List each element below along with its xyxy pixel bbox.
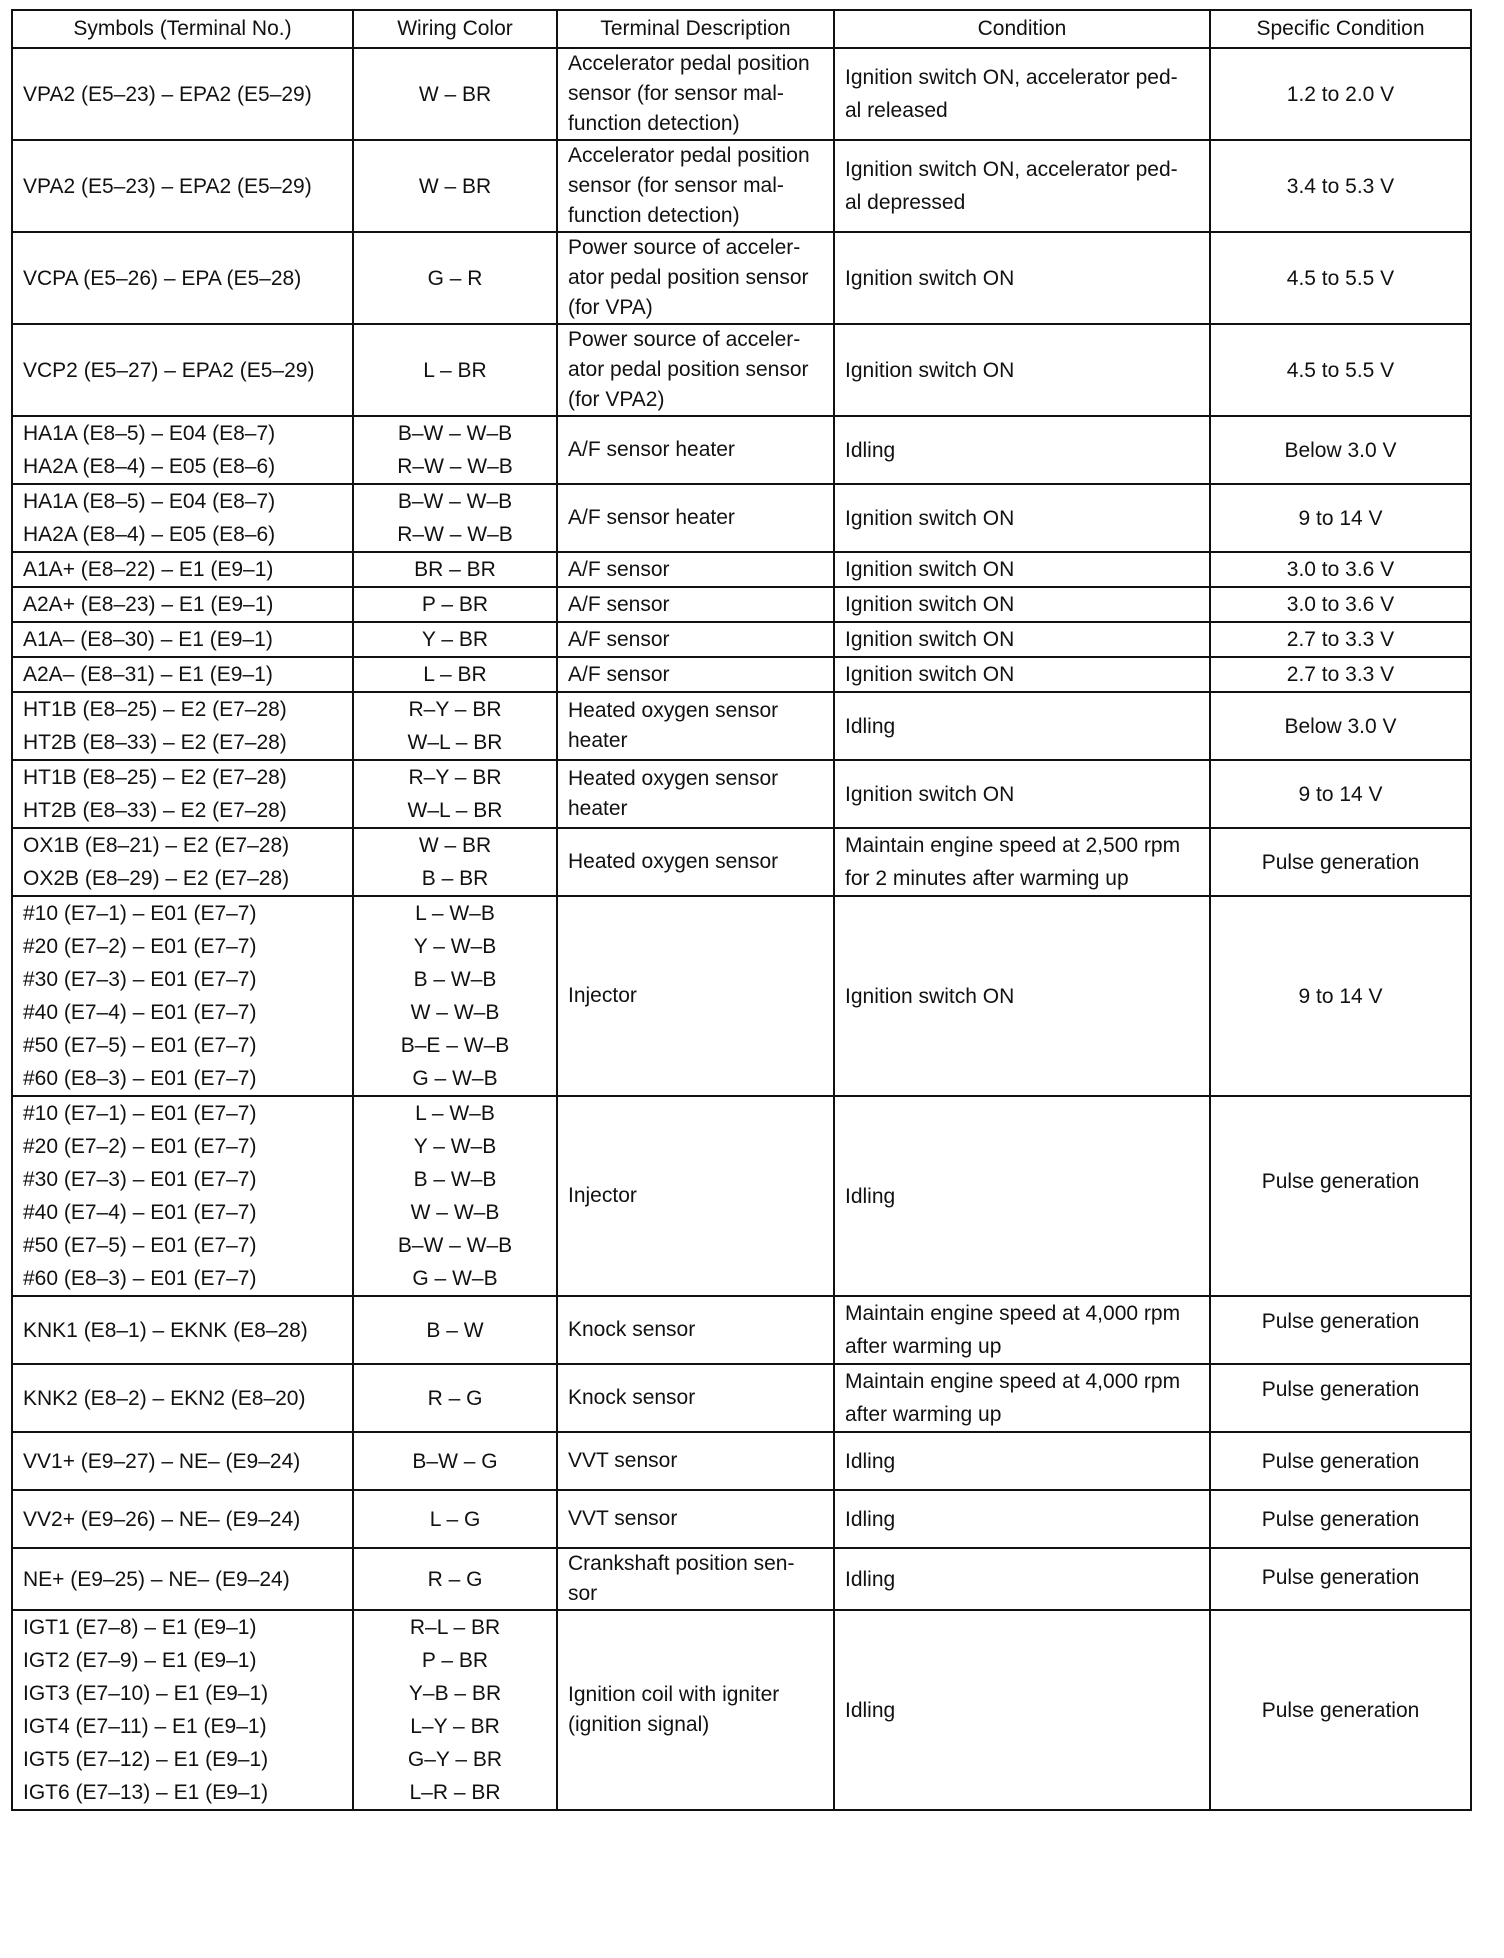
- cell-terminal-description: [557, 48, 834, 140]
- header-terminal-description: Terminal Description: [557, 10, 834, 48]
- cell-symbols: [12, 1490, 353, 1548]
- cell-terminal-description: [557, 760, 834, 828]
- cell-condition: [834, 552, 1210, 587]
- cell-wiring-color: [353, 1610, 557, 1810]
- cell-terminal-description: [557, 622, 834, 657]
- cell-line: Power source of acceler-: [568, 328, 801, 351]
- cell-line: R–Y – BR: [408, 698, 502, 721]
- cell-line: VPA2 (E5–23) – EPA2 (E5–29): [23, 174, 312, 198]
- cell-condition: [834, 760, 1210, 828]
- table-row: [12, 1432, 1471, 1490]
- cell-line: #50 (E7–5) – E01 (E7–7): [23, 1234, 257, 1257]
- cell-condition: [834, 1548, 1210, 1610]
- cell-symbols: [12, 828, 353, 896]
- cell-symbols: [12, 416, 353, 484]
- table-row: [12, 1610, 1471, 1810]
- cell-line: G – W–B: [412, 1067, 498, 1090]
- cell-terminal-description: [557, 1364, 834, 1432]
- cell-line: al released: [845, 99, 948, 122]
- cell-line: Idling: [845, 1567, 896, 1591]
- cell-line: R–Y – BR: [408, 766, 502, 789]
- terminal-table-container: [11, 9, 1472, 1811]
- cell-condition: [834, 140, 1210, 232]
- cell-line: Ignition switch ON: [845, 266, 1015, 290]
- cell-line: R – G: [427, 1567, 483, 1591]
- cell-specific-condition: Pulse generation: [1210, 1610, 1471, 1810]
- cell-line: VV2+ (E9–26) – NE– (E9–24): [23, 1507, 301, 1531]
- cell-wiring-color: [353, 1364, 557, 1432]
- cell-terminal-description: [557, 484, 834, 552]
- table-row: [12, 1490, 1471, 1548]
- cell-condition: [834, 48, 1210, 140]
- cell-specific-condition: 3.0 to 3.6 V: [1210, 587, 1471, 622]
- cell-line: Crankshaft position sen-: [568, 1552, 795, 1575]
- cell-line: Injector: [568, 1184, 637, 1207]
- cell-line: Idling: [845, 1507, 896, 1531]
- cell-line: L – BR: [423, 663, 487, 686]
- cell-line: G–Y – BR: [407, 1748, 503, 1771]
- cell-line: VCP2 (E5–27) – EPA2 (E5–29): [23, 358, 315, 382]
- cell-specific-condition: Pulse generation: [1210, 1490, 1471, 1548]
- cell-line: (for VPA): [568, 296, 653, 319]
- cell-specific-condition: Below 3.0 V: [1210, 692, 1471, 760]
- cell-condition: [834, 1490, 1210, 1548]
- cell-line: IGT6 (E7–13) – E1 (E9–1): [23, 1781, 269, 1804]
- cell-line: G – R: [427, 266, 483, 290]
- table-row: [12, 657, 1471, 692]
- cell-wiring-color: [353, 587, 557, 622]
- cell-condition: [834, 1364, 1210, 1432]
- cell-line: Ignition switch ON, accelerator ped-: [845, 158, 1178, 181]
- cell-wiring-color: [353, 484, 557, 552]
- cell-line: R–W – W–B: [397, 523, 513, 546]
- cell-specific-condition: 4.5 to 5.5 V: [1210, 324, 1471, 416]
- cell-line: ator pedal position sensor: [568, 358, 809, 381]
- cell-line: #50 (E7–5) – E01 (E7–7): [23, 1034, 257, 1057]
- cell-terminal-description: [557, 1610, 834, 1810]
- cell-line: VVT sensor: [568, 1449, 678, 1472]
- cell-line: W – BR: [418, 82, 492, 106]
- cell-specific-condition: 3.4 to 5.3 V: [1210, 140, 1471, 232]
- cell-specific-condition: 2.7 to 3.3 V: [1210, 622, 1471, 657]
- cell-symbols: [12, 657, 353, 692]
- cell-wiring-color: [353, 1296, 557, 1364]
- cell-wiring-color: [353, 324, 557, 416]
- cell-line: A2A+ (E8–23) – E1 (E9–1): [23, 593, 274, 616]
- cell-line: Ignition switch ON, accelerator ped-: [845, 66, 1178, 89]
- cell-line: Accelerator pedal position: [568, 52, 810, 75]
- cell-line: A/F sensor: [568, 592, 670, 616]
- cell-line: VCPA (E5–26) – EPA (E5–28): [23, 266, 302, 290]
- header-condition: Condition: [834, 10, 1210, 48]
- cell-line: after warming up: [845, 1403, 1002, 1426]
- cell-line: P – BR: [421, 1649, 489, 1672]
- table-row: [12, 232, 1471, 324]
- cell-terminal-description: [557, 1096, 834, 1296]
- cell-line: sensor (for sensor mal-: [568, 174, 784, 197]
- cell-wiring-color: [353, 1096, 557, 1296]
- table-row: [12, 1296, 1471, 1364]
- table-row: [12, 760, 1471, 828]
- cell-line: #10 (E7–1) – E01 (E7–7): [23, 902, 257, 925]
- cell-line: Y–B – BR: [408, 1682, 502, 1705]
- cell-terminal-description: [557, 896, 834, 1096]
- cell-line: sor: [568, 1582, 598, 1605]
- cell-line: B–E – W–B: [400, 1034, 510, 1057]
- table-row: [12, 896, 1471, 1096]
- terminal-table: [11, 9, 1472, 1811]
- cell-line: Accelerator pedal position: [568, 144, 810, 167]
- cell-line: al depressed: [845, 191, 966, 214]
- cell-terminal-description: [557, 692, 834, 760]
- cell-specific-condition: 1.2 to 2.0 V: [1210, 48, 1471, 140]
- cell-line: B – BR: [421, 867, 489, 890]
- cell-specific-condition: 4.5 to 5.5 V: [1210, 232, 1471, 324]
- cell-line: VVT sensor: [568, 1507, 678, 1530]
- cell-line: Injector: [568, 984, 637, 1007]
- cell-line: Maintain engine speed at 2,500 rpm: [845, 834, 1181, 857]
- cell-symbols: [12, 1296, 353, 1364]
- cell-terminal-description: [557, 828, 834, 896]
- cell-line: KNK2 (E8–2) – EKN2 (E8–20): [23, 1386, 306, 1410]
- cell-line: #60 (E8–3) – E01 (E7–7): [23, 1067, 257, 1090]
- header-wiring-color: Wiring Color: [353, 10, 557, 48]
- header-symbols: Symbols (Terminal No.): [12, 10, 353, 48]
- cell-line: W–L – BR: [407, 799, 503, 822]
- cell-line: Idling: [845, 438, 896, 462]
- cell-line: R–L – BR: [409, 1616, 501, 1639]
- cell-line: Ignition switch ON: [845, 358, 1015, 382]
- cell-condition: [834, 657, 1210, 692]
- cell-line: HT2B (E8–33) – E2 (E7–28): [23, 731, 287, 754]
- cell-line: Heated oxygen sensor: [568, 699, 779, 722]
- cell-symbols: [12, 1432, 353, 1490]
- cell-specific-condition: Pulse generation: [1210, 1548, 1471, 1610]
- cell-line: Y – W–B: [413, 1135, 497, 1158]
- cell-line: #10 (E7–1) – E01 (E7–7): [23, 1102, 257, 1125]
- header-specific-condition: Specific Condition: [1210, 10, 1471, 48]
- cell-line: G – W–B: [412, 1267, 498, 1290]
- cell-line: Idling: [845, 1184, 896, 1208]
- cell-symbols: [12, 232, 353, 324]
- cell-terminal-description: [557, 140, 834, 232]
- cell-symbols: [12, 622, 353, 657]
- cell-line: L – BR: [423, 358, 487, 382]
- table-row: [12, 484, 1471, 552]
- cell-symbols: [12, 896, 353, 1096]
- cell-wiring-color: [353, 828, 557, 896]
- cell-line: B–W – W–B: [397, 1234, 513, 1257]
- cell-line: A/F sensor heater: [568, 438, 735, 461]
- cell-line: ator pedal position sensor: [568, 266, 809, 289]
- cell-wiring-color: [353, 140, 557, 232]
- cell-line: A1A– (E8–30) – E1 (E9–1): [23, 628, 273, 651]
- cell-specific-condition: 9 to 14 V: [1210, 896, 1471, 1096]
- cell-condition: [834, 324, 1210, 416]
- table-row: [12, 1364, 1471, 1432]
- cell-line: A/F sensor heater: [568, 506, 735, 529]
- cell-line: A/F sensor: [568, 557, 670, 581]
- cell-line: L – W–B: [415, 1102, 495, 1125]
- cell-line: after warming up: [845, 1335, 1002, 1358]
- cell-line: HA2A (E8–4) – E05 (E8–6): [23, 455, 276, 478]
- cell-line: OX2B (E8–29) – E2 (E7–28): [23, 867, 290, 890]
- cell-wiring-color: [353, 692, 557, 760]
- cell-terminal-description: [557, 1432, 834, 1490]
- cell-line: (ignition signal): [568, 1713, 710, 1736]
- cell-line: IGT3 (E7–10) – E1 (E9–1): [23, 1682, 269, 1705]
- cell-line: #40 (E7–4) – E01 (E7–7): [23, 1001, 257, 1024]
- cell-symbols: [12, 1548, 353, 1610]
- cell-specific-condition: 9 to 14 V: [1210, 484, 1471, 552]
- cell-symbols: [12, 587, 353, 622]
- cell-line: L–Y – BR: [410, 1715, 500, 1738]
- cell-condition: [834, 1610, 1210, 1810]
- table-row: [12, 48, 1471, 140]
- cell-terminal-description: [557, 587, 834, 622]
- cell-terminal-description: [557, 1490, 834, 1548]
- cell-symbols: [12, 48, 353, 140]
- cell-specific-condition: Pulse generation: [1210, 1296, 1471, 1364]
- cell-line: P – BR: [421, 593, 489, 616]
- cell-terminal-description: [557, 657, 834, 692]
- cell-line: Idling: [845, 714, 896, 738]
- cell-line: Maintain engine speed at 4,000 rpm: [845, 1302, 1181, 1325]
- cell-line: HA1A (E8–5) – E04 (E8–7): [23, 490, 276, 513]
- cell-line: HT1B (E8–25) – E2 (E7–28): [23, 766, 287, 789]
- cell-terminal-description: [557, 1548, 834, 1610]
- cell-line: Heated oxygen sensor: [568, 767, 779, 790]
- cell-condition: [834, 828, 1210, 896]
- cell-line: Y – W–B: [413, 935, 497, 958]
- cell-line: IGT4 (E7–11) – E1 (E9–1): [23, 1715, 267, 1738]
- cell-line: HA1A (E8–5) – E04 (E8–7): [23, 422, 276, 445]
- cell-wiring-color: [353, 1432, 557, 1490]
- cell-condition: [834, 692, 1210, 760]
- cell-specific-condition: 2.7 to 3.3 V: [1210, 657, 1471, 692]
- cell-wiring-color: [353, 48, 557, 140]
- table-row: [12, 140, 1471, 232]
- cell-line: L – G: [429, 1507, 481, 1531]
- table-row: [12, 692, 1471, 760]
- cell-wiring-color: [353, 896, 557, 1096]
- cell-condition: [834, 622, 1210, 657]
- cell-line: A/F sensor: [568, 662, 670, 686]
- cell-symbols: [12, 692, 353, 760]
- cell-wiring-color: [353, 416, 557, 484]
- cell-line: Idling: [845, 1698, 896, 1722]
- table-row: [12, 1548, 1471, 1610]
- table-row: [12, 324, 1471, 416]
- table-body: [12, 48, 1471, 1810]
- cell-line: function detection): [568, 204, 740, 227]
- cell-line: Ignition switch ON: [845, 506, 1015, 530]
- cell-line: VV1+ (E9–27) – NE– (E9–24): [23, 1449, 301, 1473]
- cell-specific-condition: Pulse generation: [1210, 1364, 1471, 1432]
- cell-line: B–W – G: [412, 1449, 498, 1473]
- cell-line: Heated oxygen sensor: [568, 850, 779, 873]
- cell-line: A1A+ (E8–22) – E1 (E9–1): [23, 558, 274, 581]
- cell-condition: [834, 484, 1210, 552]
- cell-terminal-description: [557, 552, 834, 587]
- table-row: [12, 622, 1471, 657]
- cell-line: HT2B (E8–33) – E2 (E7–28): [23, 799, 287, 822]
- header-row: [12, 10, 1471, 48]
- cell-symbols: [12, 1364, 353, 1432]
- cell-specific-condition: 3.0 to 3.6 V: [1210, 552, 1471, 587]
- cell-wiring-color: [353, 622, 557, 657]
- cell-line: KNK1 (E8–1) – EKNK (E8–28): [23, 1318, 308, 1342]
- cell-symbols: [12, 484, 353, 552]
- cell-terminal-description: [557, 232, 834, 324]
- cell-specific-condition: Below 3.0 V: [1210, 416, 1471, 484]
- cell-line: W – W–B: [410, 1001, 500, 1024]
- cell-symbols: [12, 552, 353, 587]
- cell-symbols: [12, 140, 353, 232]
- cell-line: Idling: [845, 1449, 896, 1473]
- cell-terminal-description: [557, 416, 834, 484]
- cell-line: R – G: [427, 1386, 483, 1410]
- cell-line: Knock sensor: [568, 1386, 696, 1409]
- cell-line: VPA2 (E5–23) – EPA2 (E5–29): [23, 82, 312, 106]
- cell-line: HA2A (E8–4) – E05 (E8–6): [23, 523, 276, 546]
- cell-line: B–W – W–B: [397, 422, 513, 445]
- cell-terminal-description: [557, 324, 834, 416]
- cell-line: OX1B (E8–21) – E2 (E7–28): [23, 834, 290, 857]
- cell-line: Ignition coil with igniter: [568, 1683, 780, 1706]
- cell-symbols: [12, 324, 353, 416]
- cell-line: B – W–B: [413, 968, 497, 991]
- cell-specific-condition: Pulse generation: [1210, 1096, 1471, 1296]
- table-row: [12, 416, 1471, 484]
- cell-line: Ignition switch ON: [845, 593, 1015, 616]
- cell-line: W – BR: [418, 174, 492, 198]
- cell-line: Power source of acceler-: [568, 236, 801, 259]
- cell-condition: [834, 1432, 1210, 1490]
- cell-line: Ignition switch ON: [845, 984, 1015, 1008]
- cell-line: #30 (E7–3) – E01 (E7–7): [23, 1168, 257, 1191]
- cell-wiring-color: [353, 232, 557, 324]
- cell-line: Ignition switch ON: [845, 628, 1015, 651]
- cell-symbols: [12, 1096, 353, 1296]
- cell-line: A/F sensor: [568, 627, 670, 651]
- cell-specific-condition: Pulse generation: [1210, 1432, 1471, 1490]
- cell-wiring-color: [353, 1490, 557, 1548]
- cell-line: IGT5 (E7–12) – E1 (E9–1): [23, 1748, 269, 1771]
- cell-line: #40 (E7–4) – E01 (E7–7): [23, 1201, 257, 1224]
- cell-line: R–W – W–B: [397, 455, 513, 478]
- cell-terminal-description: [557, 1296, 834, 1364]
- cell-line: HT1B (E8–25) – E2 (E7–28): [23, 698, 287, 721]
- table-row: [12, 552, 1471, 587]
- cell-line: #20 (E7–2) – E01 (E7–7): [23, 935, 257, 958]
- cell-line: W – BR: [418, 834, 492, 857]
- cell-line: Ignition switch ON: [845, 663, 1015, 686]
- cell-line: L – W–B: [415, 902, 495, 925]
- cell-wiring-color: [353, 552, 557, 587]
- cell-line: Knock sensor: [568, 1318, 696, 1341]
- cell-line: sensor (for sensor mal-: [568, 82, 784, 105]
- cell-line: Maintain engine speed at 4,000 rpm: [845, 1370, 1181, 1393]
- cell-line: for 2 minutes after warming up: [845, 867, 1129, 890]
- cell-line: #20 (E7–2) – E01 (E7–7): [23, 1135, 257, 1158]
- cell-line: NE+ (E9–25) – NE– (E9–24): [23, 1567, 290, 1591]
- cell-line: heater: [568, 797, 628, 820]
- cell-wiring-color: [353, 1548, 557, 1610]
- table-row: [12, 587, 1471, 622]
- cell-line: Y – BR: [421, 628, 489, 651]
- table-row: [12, 1096, 1471, 1296]
- cell-line: B – W–B: [413, 1168, 497, 1191]
- table-row: [12, 828, 1471, 896]
- cell-condition: [834, 232, 1210, 324]
- cell-symbols: [12, 760, 353, 828]
- cell-line: #60 (E8–3) – E01 (E7–7): [23, 1267, 257, 1290]
- cell-wiring-color: [353, 657, 557, 692]
- cell-line: BR – BR: [414, 558, 496, 581]
- cell-line: function detection): [568, 112, 740, 135]
- cell-condition: [834, 587, 1210, 622]
- cell-line: W–L – BR: [407, 731, 503, 754]
- cell-condition: [834, 1296, 1210, 1364]
- cell-line: B – W: [426, 1318, 484, 1342]
- cell-condition: [834, 896, 1210, 1096]
- cell-line: Ignition switch ON: [845, 782, 1015, 806]
- cell-condition: [834, 416, 1210, 484]
- cell-condition: [834, 1096, 1210, 1296]
- cell-specific-condition: 9 to 14 V: [1210, 760, 1471, 828]
- cell-line: L–R – BR: [409, 1781, 501, 1804]
- cell-line: #30 (E7–3) – E01 (E7–7): [23, 968, 257, 991]
- cell-line: B–W – W–B: [397, 490, 513, 513]
- cell-line: heater: [568, 729, 628, 752]
- cell-wiring-color: [353, 760, 557, 828]
- cell-symbols: [12, 1610, 353, 1810]
- cell-specific-condition: Pulse generation: [1210, 828, 1471, 896]
- cell-line: (for VPA2): [568, 388, 665, 411]
- cell-line: A2A– (E8–31) – E1 (E9–1): [23, 663, 273, 686]
- cell-line: Ignition switch ON: [845, 558, 1015, 581]
- cell-line: W – W–B: [410, 1201, 500, 1224]
- cell-line: IGT2 (E7–9) – E1 (E9–1): [23, 1649, 257, 1672]
- cell-line: IGT1 (E7–8) – E1 (E9–1): [23, 1616, 257, 1639]
